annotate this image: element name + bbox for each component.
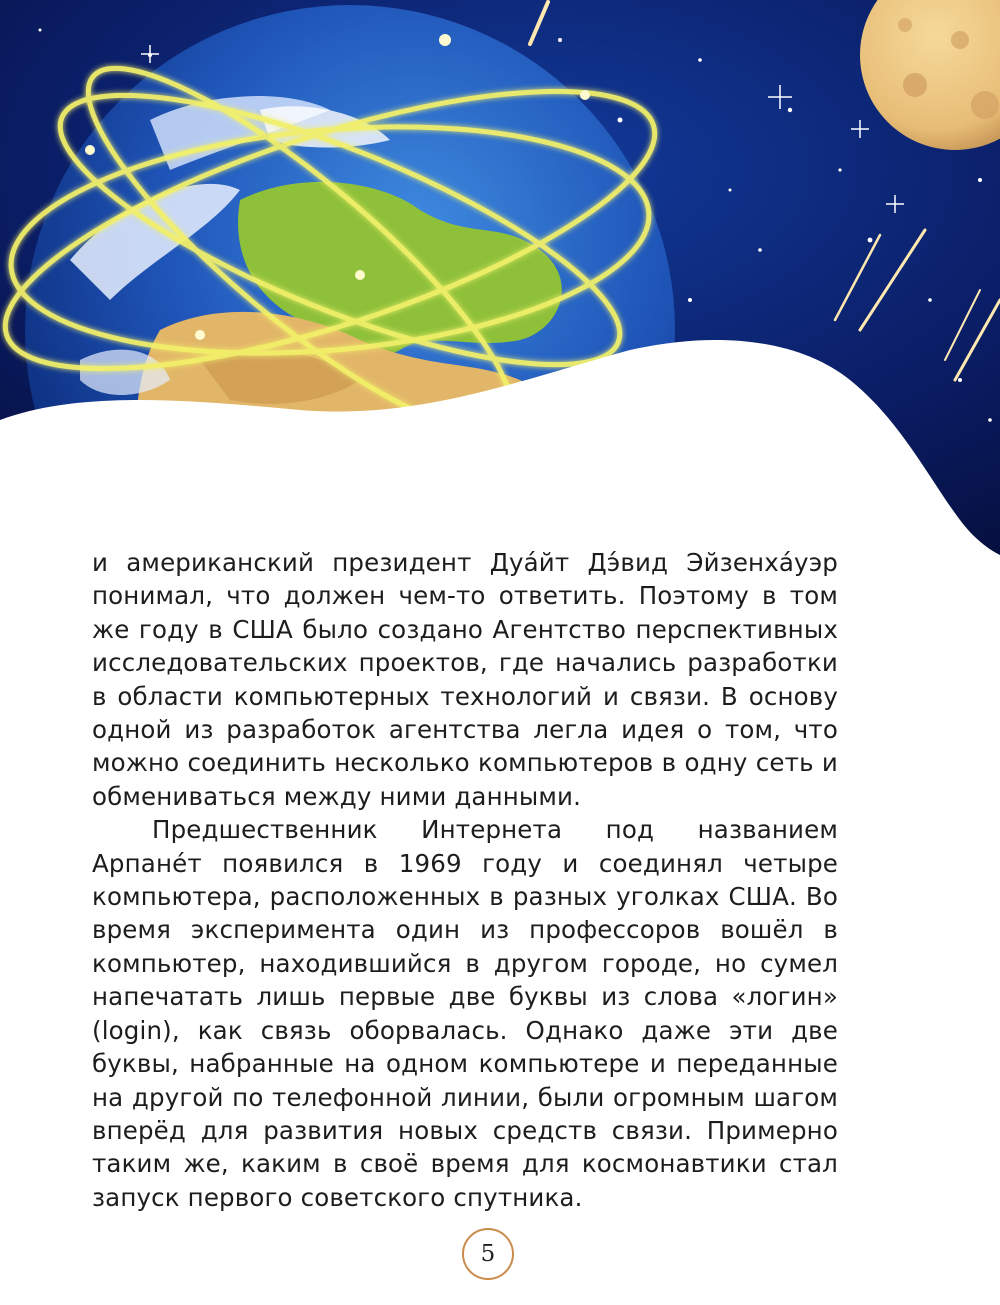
earth-in-space-illustration [0,0,1000,560]
main-text [92,546,838,1214]
paragraph-1: и американский президент Дуа́йт Дэ́вид Эйзенха́уэр понимал, что должен чем-то ответить. Поэтому в том же году в США было создано Агентство перспективных исследовательских проектов, где начались разработки в области компьютерных технологий и связи. В основу одной из разработок агентства легла идея о том, что можно соединить несколько компьютеров в одну сеть и обмениваться между ними данными. [92,548,838,811]
paragraph-2: Предшественник Интернета под названием Арпане́т появился в 1969 году и соединял четыре компьютера, расположенных в разных уголках США. Во время эксперимента один из профессоров вошёл в компьютер, находившийся в другом городе, но сумел напечатать лишь первые две буквы из слова «логин» (login), как связь оборвалась. Однако даже эти две буквы, набранные на одном компьютере и переданные на другой по телефонной линии, были огромным шагом вперёд для развития новых средств связи. Примерно таким же, каким в своё время для космонавтики стал запуск первого советского спутника. [92,815,838,1212]
page-number: 5 [462,1228,514,1280]
